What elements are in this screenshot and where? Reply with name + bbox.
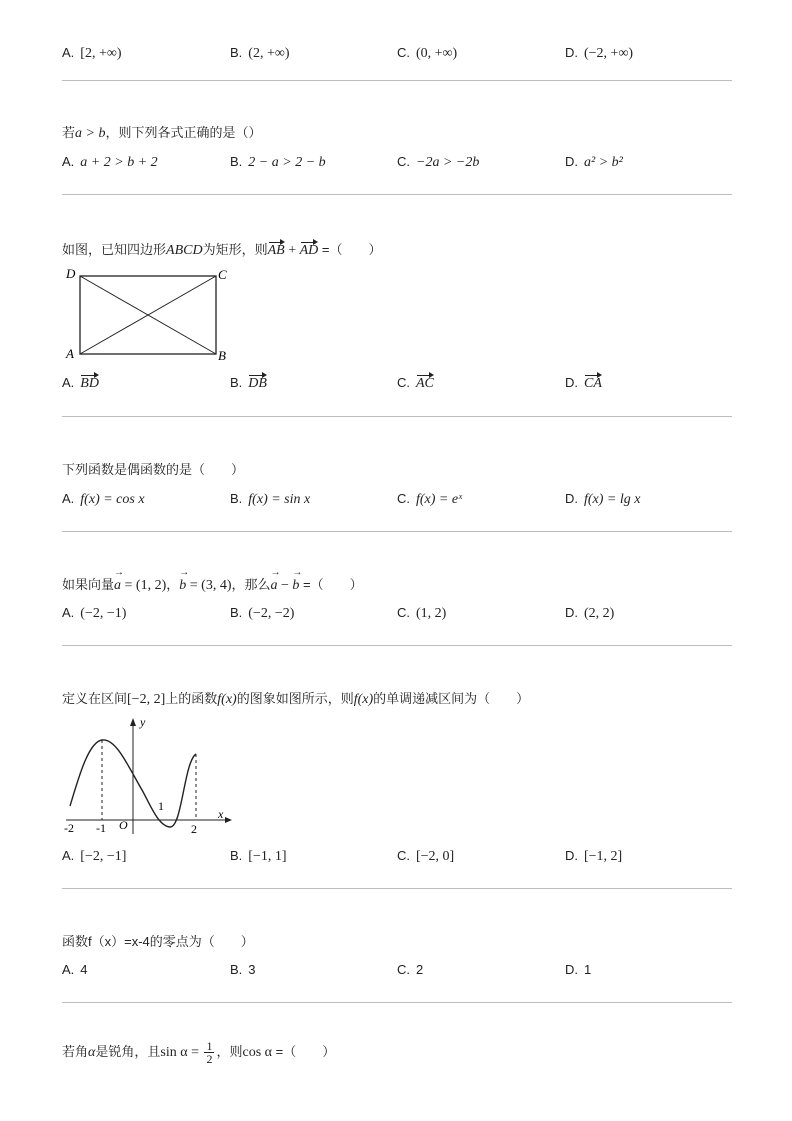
question-stem: 如图，已知四边形ABCD为矩形，则AB + AD =（ ） [62, 242, 382, 258]
option-c[interactable]: C. 2 [397, 962, 424, 977]
vertex-c: C [218, 267, 227, 282]
option-a[interactable]: A. BD [62, 375, 99, 391]
y-axis-arrow-icon [130, 718, 136, 726]
option-a[interactable]: A. f(x) = cos x [62, 491, 145, 507]
question-stem: 若角α是锐角，且sin α = $\frac{1}{2}$ ，则cos α =（ ） [62, 1039, 336, 1067]
option-b[interactable]: B. [−1, 1] [230, 848, 287, 864]
option-a[interactable]: A. [2, +∞) [62, 45, 122, 61]
option-b[interactable]: B. 3 [230, 962, 256, 977]
divider [62, 645, 732, 646]
question-stem: 下列函数是偶函数的是（ ） [62, 462, 245, 477]
option-d[interactable]: D. CA [565, 375, 602, 391]
x-axis-label: x [218, 807, 224, 821]
option-b[interactable]: B. DB [230, 375, 267, 391]
option-c[interactable]: C. −2a > −2b [397, 154, 480, 170]
rectangle-figure [62, 264, 232, 364]
tick-label-one: 1 [158, 799, 164, 813]
option-a[interactable]: A. 4 [62, 962, 88, 977]
option-b[interactable]: B. (−2, −2) [230, 605, 295, 621]
question-stem: 定义在区间[−2, 2]上的函数f(x)的图象如图所示，则f(x)的单调递减区间为（ ） [62, 691, 530, 707]
option-c[interactable]: C. (1, 2) [397, 605, 447, 621]
origin-label: O [119, 818, 128, 832]
divider [62, 1002, 732, 1003]
option-c[interactable]: C. [−2, 0] [397, 848, 455, 864]
function-graph [60, 712, 235, 837]
option-a[interactable]: A. (−2, −1) [62, 605, 127, 621]
option-a[interactable]: A. a + 2 > b + 2 [62, 154, 158, 170]
vertex-a: A [66, 346, 74, 361]
option-d[interactable]: D. 1 [565, 962, 592, 977]
option-d[interactable]: D. (−2, +∞) [565, 45, 634, 61]
divider [62, 416, 732, 417]
vertex-b: B [218, 348, 226, 363]
option-b[interactable]: B. f(x) = sin x [230, 491, 311, 507]
divider [62, 80, 732, 81]
tick-label-minus-two: -2 [64, 821, 74, 835]
option-c[interactable]: C. AC [397, 375, 434, 391]
divider [62, 531, 732, 532]
question-stem: 如果向量→ a = (1, 2)，→ b = (3, 4)，那么→ a − → b =（ ） [62, 574, 363, 594]
x-axis-arrow-icon [225, 817, 232, 823]
option-c[interactable]: C. f(x) = eˣ [397, 491, 463, 507]
tick-label-two: 2 [191, 822, 197, 836]
option-d[interactable]: D. (2, 2) [565, 605, 615, 621]
question-stem: 若a > b，则下列各式正确的是（） [62, 125, 262, 141]
tick-label-minus-one: -1 [96, 821, 106, 835]
vertex-d: D [66, 266, 76, 281]
option-d[interactable]: D. a² > b² [565, 154, 623, 170]
option-c[interactable]: C. (0, +∞) [397, 45, 458, 61]
option-b[interactable]: B. 2 − a > 2 − b [230, 154, 326, 170]
fraction: $\frac{1}{2}$ [206, 1039, 213, 1067]
option-b[interactable]: B. (2, +∞) [230, 45, 290, 61]
divider [62, 194, 732, 195]
option-d[interactable]: D. [−1, 2] [565, 848, 623, 864]
divider [62, 888, 732, 889]
question-stem: 函数f（x）=x-4的零点为（ ） [62, 934, 254, 949]
option-d[interactable]: D. f(x) = lg x [565, 491, 641, 507]
option-a[interactable]: A. [−2, −1] [62, 848, 127, 864]
y-axis-label: y [140, 715, 146, 729]
